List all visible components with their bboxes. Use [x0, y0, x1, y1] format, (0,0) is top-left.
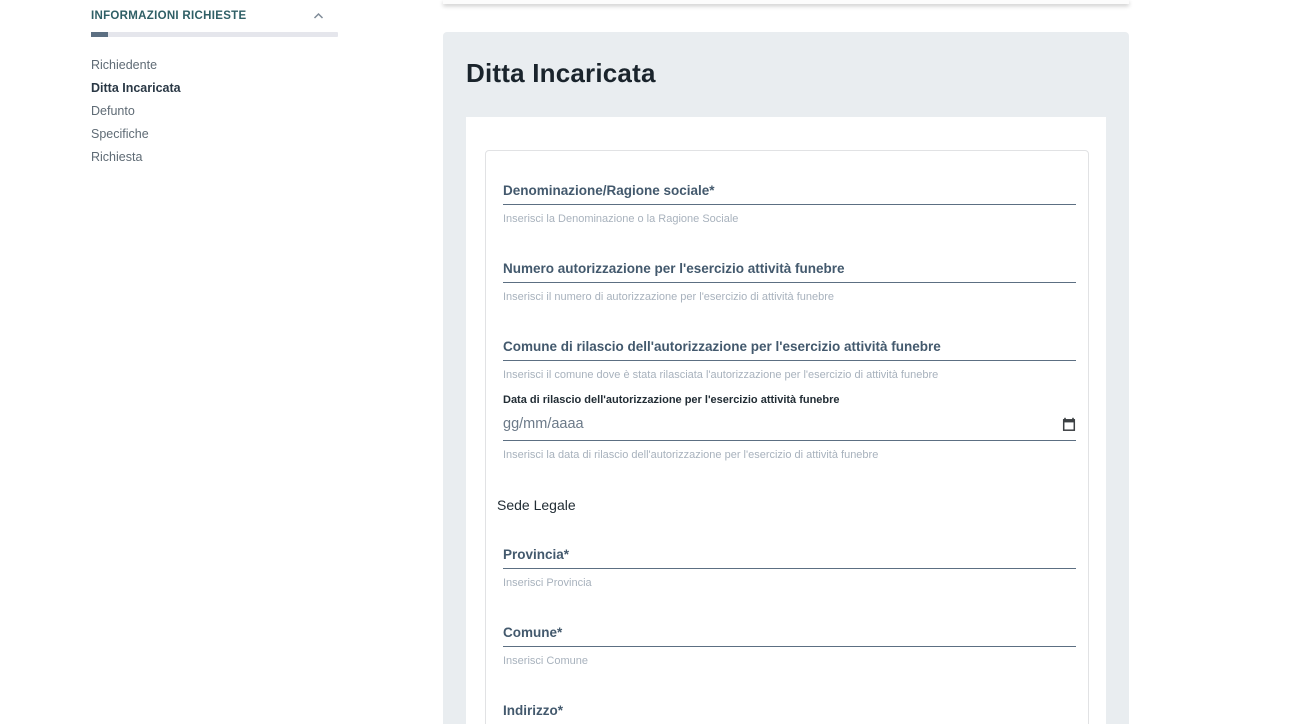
field-helper: Inserisci Provincia	[503, 577, 592, 589]
comune-rilascio-input[interactable]	[503, 360, 1076, 361]
calendar-icon	[1062, 420, 1076, 435]
date-placeholder: gg/mm/aaaa	[503, 416, 584, 432]
field-helper: Inserisci la Denominazione o la Ragione Sociale	[503, 213, 739, 225]
sidebar-item-richiedente[interactable]: Richiedente	[91, 58, 158, 72]
field-label: Indirizzo*	[503, 703, 563, 718]
sidebar-item-specifiche[interactable]: Specifiche	[91, 127, 149, 141]
page-title: Ditta Incaricata	[466, 58, 656, 88]
field-helper: Inserisci il comune dove è stata rilasciata l'autorizzazione per l'esercizio di attività funebre	[503, 369, 939, 381]
form-content-area	[466, 117, 1106, 724]
sidebar	[91, 10, 338, 169]
date-input-underline	[503, 440, 1076, 441]
field-data-rilascio	[503, 394, 1076, 462]
sidebar-item-richiesta[interactable]: Richiesta	[91, 150, 143, 164]
field-numero-autorizzazione	[503, 261, 1076, 304]
field-helper: Inserisci la data di rilascio dell'autorizzazione per l'esercizio di attività funebre	[503, 449, 879, 461]
field-denominazione	[503, 183, 1076, 226]
progress-bar	[91, 32, 338, 37]
field-label: Comune di rilascio dell'autorizzazione per l'esercizio attività funebre	[503, 339, 941, 354]
step-panel	[443, 32, 1129, 724]
sidebar-header-label: INFORMAZIONI RICHIESTE	[91, 10, 247, 22]
form-card	[485, 150, 1089, 724]
field-helper: Inserisci il numero di autorizzazione per l'esercizio di attività funebre	[503, 291, 835, 303]
provincia-input[interactable]	[503, 568, 1076, 569]
field-helper: Inserisci Comune	[503, 655, 588, 667]
denominazione-input[interactable]	[503, 204, 1076, 205]
sidebar-item-defunto[interactable]: Defunto	[91, 104, 135, 118]
calendar-picker-button[interactable]	[1062, 417, 1076, 432]
sidebar-nav	[91, 54, 338, 169]
field-label: Provincia*	[503, 547, 570, 562]
collapse-button[interactable]	[311, 12, 326, 20]
section-label-sede-legale: Sede Legale	[497, 497, 576, 513]
field-provincia	[503, 547, 1076, 590]
field-label: Denominazione/Ragione sociale*	[503, 183, 715, 198]
field-comune	[503, 625, 1076, 668]
chevron-up-icon	[313, 8, 324, 23]
field-label: Numero autorizzazione per l'esercizio attività funebre	[503, 261, 845, 276]
field-indirizzo	[503, 703, 1076, 724]
sidebar-header	[91, 10, 338, 22]
field-label: Comune*	[503, 625, 563, 640]
comune-input[interactable]	[503, 646, 1076, 647]
data-rilascio-date-input[interactable]	[503, 413, 1076, 435]
field-comune-rilascio	[503, 339, 1076, 382]
scrolled-header-edge	[443, 0, 1129, 4]
date-field-label: Data di rilascio dell'autorizzazione per l'esercizio attività funebre	[503, 394, 840, 406]
numero-autorizzazione-input[interactable]	[503, 282, 1076, 283]
sidebar-item-ditta-incaricata[interactable]: Ditta Incaricata	[91, 81, 181, 95]
progress-bar-fill	[91, 32, 108, 37]
